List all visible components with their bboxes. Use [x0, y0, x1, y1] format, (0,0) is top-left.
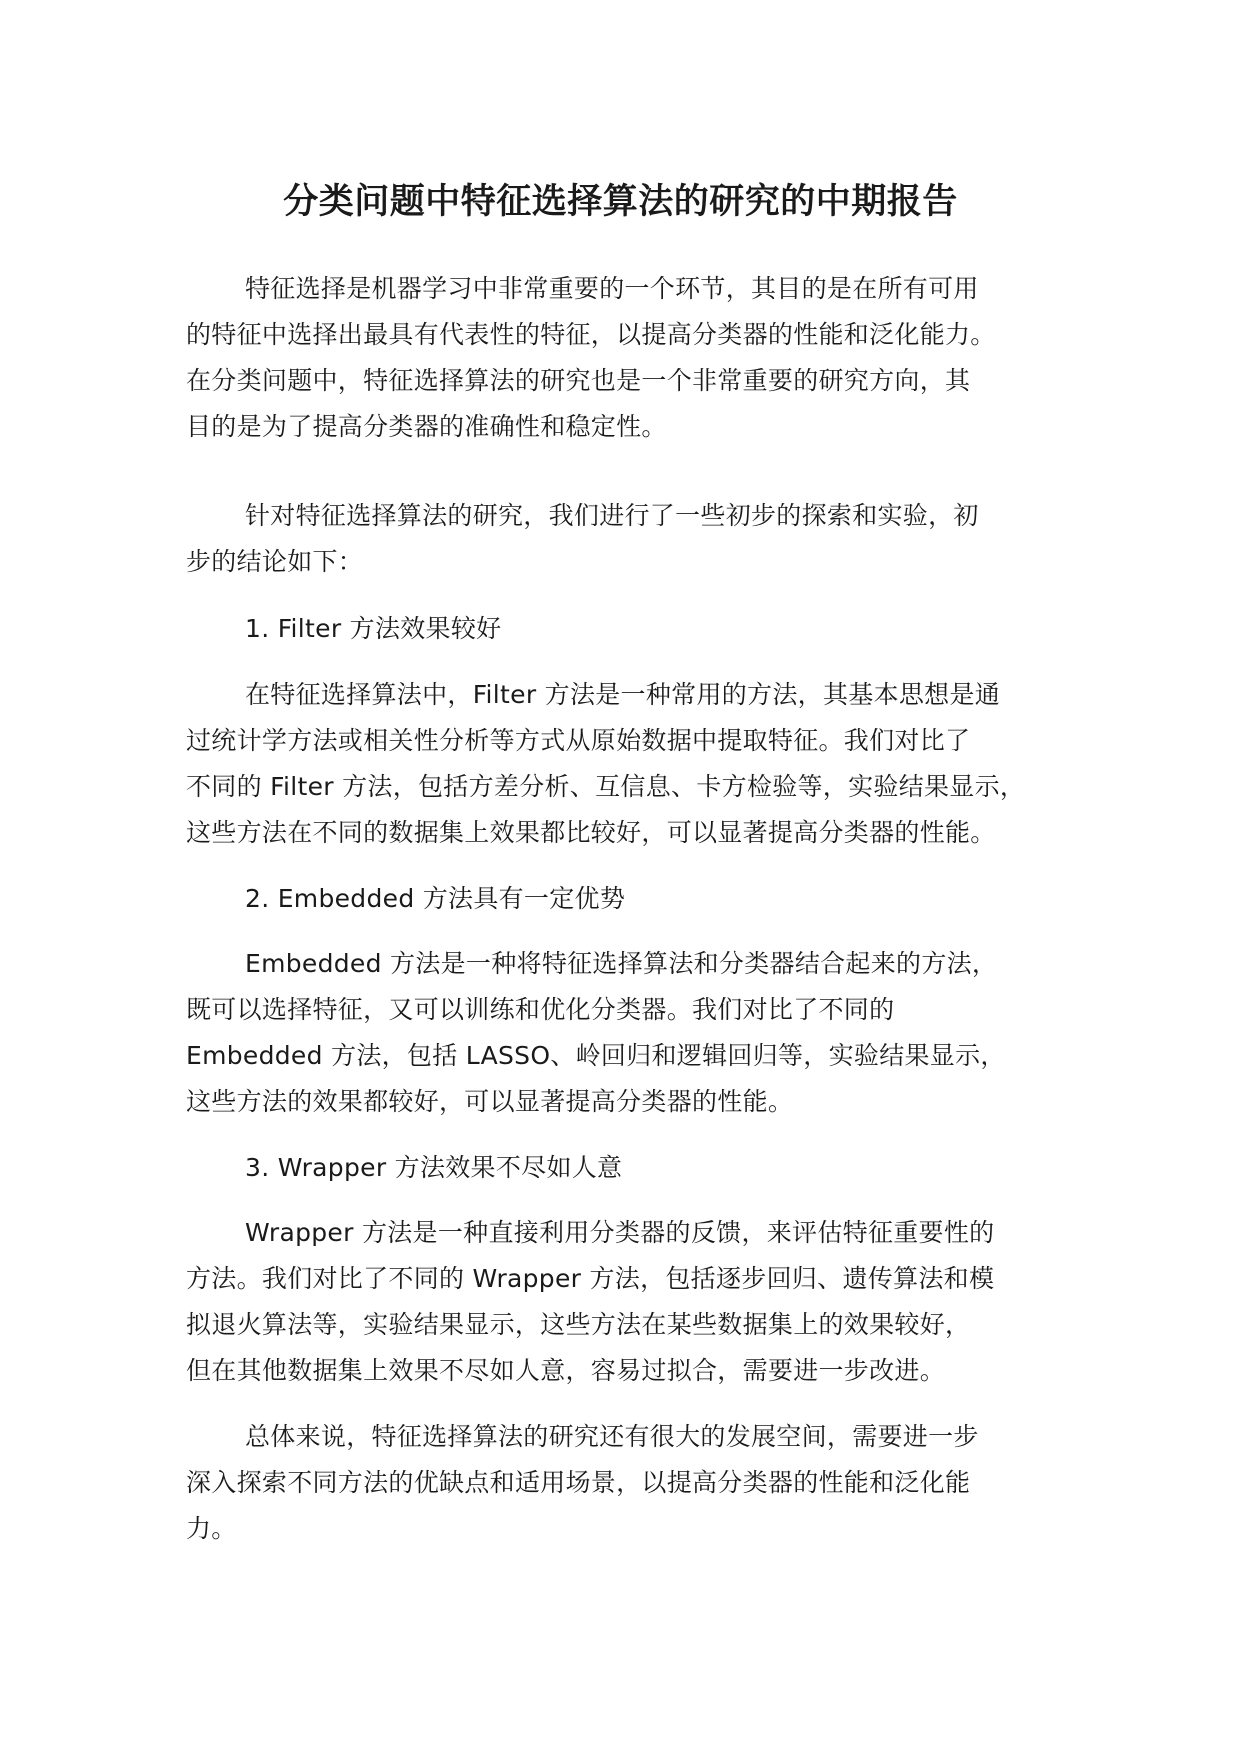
- paragraph-line: 针对特征选择算法的研究，我们进行了一些初步的探索和实验，初: [245, 501, 979, 530]
- paragraph-line: 力。: [186, 1514, 237, 1543]
- paragraph-conclusion: [186, 1414, 979, 1552]
- paragraph-line: 拟退火算法等，实验结果显示，这些方法在某些数据集上的效果较好，: [186, 1310, 971, 1339]
- paragraph-line: 这些方法的效果都较好，可以显著提高分类器的性能。: [186, 1087, 794, 1116]
- heading-embedded: [186, 876, 625, 922]
- paragraph-line: 在特征选择算法中，Filter 方法是一种常用的方法，其基本思想是通: [245, 680, 1001, 709]
- paragraph-line: 方法。我们对比了不同的 Wrapper 方法，包括逐步回归、遗传算法和模: [186, 1264, 995, 1293]
- paragraph-embedded: [186, 941, 1006, 1125]
- paragraph-line: 的特征中选择出最具有代表性的特征，以提高分类器的性能和泛化能力。: [186, 320, 996, 349]
- document-title: 分类问题中特征选择算法的研究的中期报告: [283, 182, 958, 222]
- paragraph-filter: [186, 672, 1025, 856]
- paragraph-line: 特征选择是机器学习中非常重要的一个环节，其目的是在所有可用: [245, 274, 979, 303]
- paragraph-line: Embedded 方法是一种将特征选择算法和分类器结合起来的方法，: [245, 949, 998, 978]
- paragraph-line: Embedded 方法，包括 LASSO、岭回归和逻辑回归等，实验结果显示，: [186, 1041, 1006, 1070]
- paragraph-line: 深入探索不同方法的优缺点和适用场景，以提高分类器的性能和泛化能: [186, 1468, 971, 1497]
- paragraph-line: 既可以选择特征，又可以训练和优化分类器。我们对比了不同的: [186, 995, 895, 1024]
- paragraph-line: 这些方法在不同的数据集上效果都比较好，可以显著提高分类器的性能。: [186, 818, 996, 847]
- paragraph-line: 但在其他数据集上效果不尽如人意，容易过拟合，需要进一步改进。: [186, 1356, 946, 1385]
- section-heading: 2. Embedded 方法具有一定优势: [245, 884, 626, 913]
- paragraph-line: 总体来说，特征选择算法的研究还有很大的发展空间，需要进一步: [245, 1422, 979, 1451]
- paragraph-wrapper: [186, 1210, 994, 1394]
- heading-wrapper: [186, 1145, 622, 1191]
- paragraph-line: 步的结论如下：: [186, 547, 364, 576]
- paragraph-line: Wrapper 方法是一种直接利用分类器的反馈，来评估特征重要性的: [245, 1218, 995, 1247]
- section-heading: 3. Wrapper 方法效果不尽如人意: [245, 1153, 623, 1182]
- paragraph-line: 目的是为了提高分类器的准确性和稳定性。: [186, 412, 667, 441]
- paragraph-line: 不同的 Filter 方法，包括方差分析、互信息、卡方检验等，实验结果显示，: [186, 772, 1026, 801]
- paragraph-intro: [186, 266, 996, 450]
- paragraph-line: 在分类问题中，特征选择算法的研究也是一个非常重要的研究方向，其: [186, 366, 971, 395]
- paragraph-preliminary: [186, 493, 979, 585]
- paragraph-line: 过统计学方法或相关性分析等方式从原始数据中提取特征。我们对比了: [186, 726, 971, 755]
- heading-filter: [186, 606, 501, 652]
- section-heading: 1. Filter 方法效果较好: [245, 614, 502, 643]
